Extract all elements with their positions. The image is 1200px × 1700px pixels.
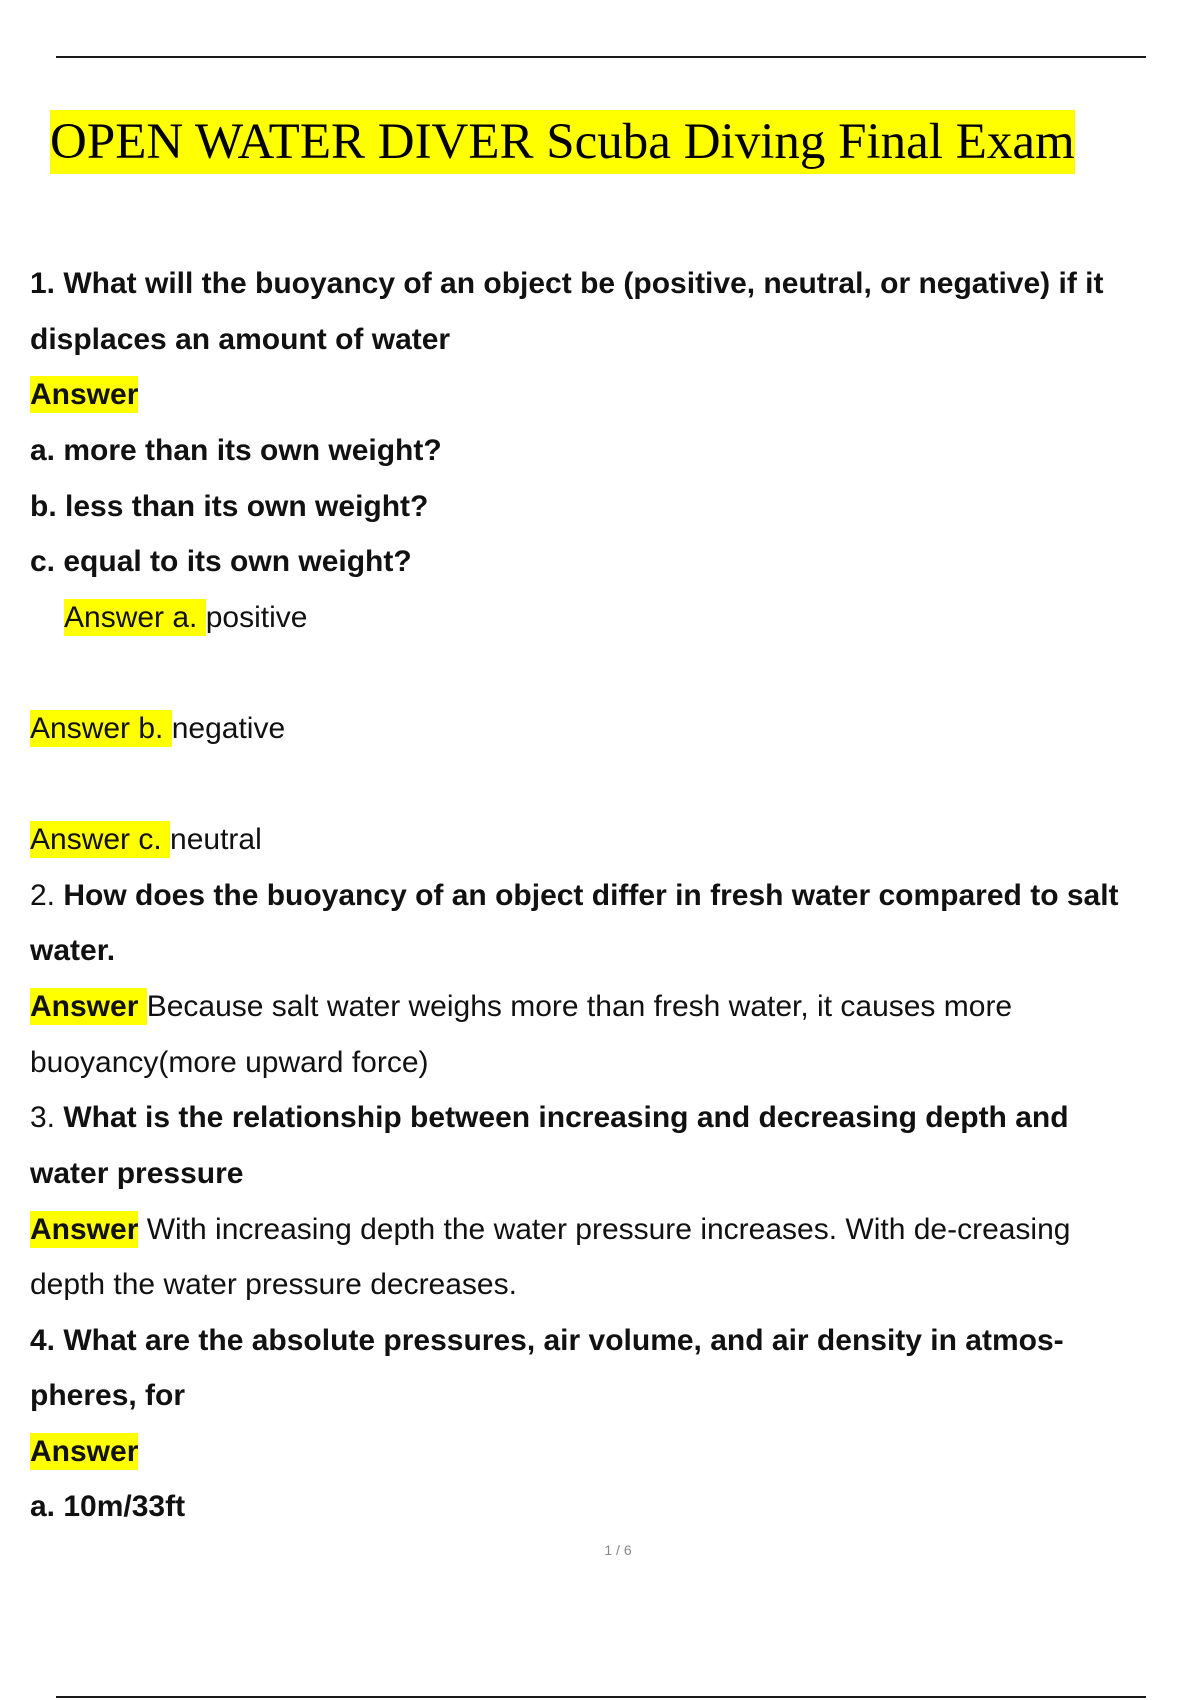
q4-text-line2: pheres, for <box>30 1379 186 1412</box>
q1-answer-c-label: Answer c. <box>30 823 171 856</box>
q2-question: How does the buoyancy of an object differ in fresh water compared to salt <box>63 879 1119 912</box>
q2-answer-line2: buoyancy(more upward force) <box>30 1046 429 1079</box>
q2-text-line2: water. <box>30 934 116 967</box>
q3-question: What is the relationship between increasing and decreasing depth and <box>63 1101 1069 1134</box>
q2-answer-label: Answer <box>30 990 147 1023</box>
q2-answer-line1 <box>30 987 1012 1027</box>
q1-text-line2: displaces an amount of water <box>30 323 451 356</box>
q3-answer-line1 <box>30 1210 1070 1250</box>
q2-text-line1 <box>30 876 1119 916</box>
page-indicator: 1 / 6 <box>604 1542 632 1558</box>
q1-option-a: a. more than its own weight? <box>30 434 442 467</box>
q2-number: 2. <box>30 879 64 912</box>
q3-text-line2: water pressure <box>30 1157 244 1190</box>
q1-answer-c-text: neutral <box>170 823 262 856</box>
document-title: OPEN WATER DIVER Scuba Diving Final Exam <box>50 110 1075 174</box>
q1-answer-b <box>30 709 285 749</box>
q4-option-a: a. 10m/33ft <box>30 1490 186 1523</box>
q3-number: 3. <box>30 1101 64 1134</box>
bottom-rule <box>56 1696 1146 1698</box>
q1-option-c: c. equal to its own weight? <box>30 545 412 578</box>
q1-option-b: b. less than its own weight? <box>30 490 429 523</box>
q4-answer-heading <box>30 1432 138 1472</box>
top-rule <box>56 56 1146 58</box>
q3-answer-line2: depth the water pressure decreases. <box>30 1268 517 1301</box>
q1-text-line1: 1. What will the buoyancy of an object be (positive, neutral, or negative) if it <box>30 267 1104 300</box>
q1-answer-b-label: Answer b. <box>30 712 172 745</box>
q2-answer-text1: Because salt water weighs more than fresh water, it causes more <box>146 990 1013 1023</box>
q3-answer-label: Answer <box>30 1213 139 1246</box>
q4-answer-label: Answer <box>30 1435 139 1468</box>
q1-answer-c <box>30 820 262 860</box>
q1-answer-b-text: negative <box>171 712 286 745</box>
q4-text-line1: 4. What are the absolute pressures, air volume, and air density in atmos- <box>30 1324 1064 1357</box>
q1-answer-heading <box>30 375 138 415</box>
q3-answer-text1: With increasing depth the water pressure increases. With de-creasing <box>138 1213 1071 1246</box>
q1-answer-a-label: Answer a. <box>64 601 206 634</box>
q1-answer-label: Answer <box>30 378 139 411</box>
q1-answer-a <box>64 598 307 638</box>
q1-answer-a-text: positive <box>205 601 308 634</box>
q3-text-line1 <box>30 1098 1069 1138</box>
